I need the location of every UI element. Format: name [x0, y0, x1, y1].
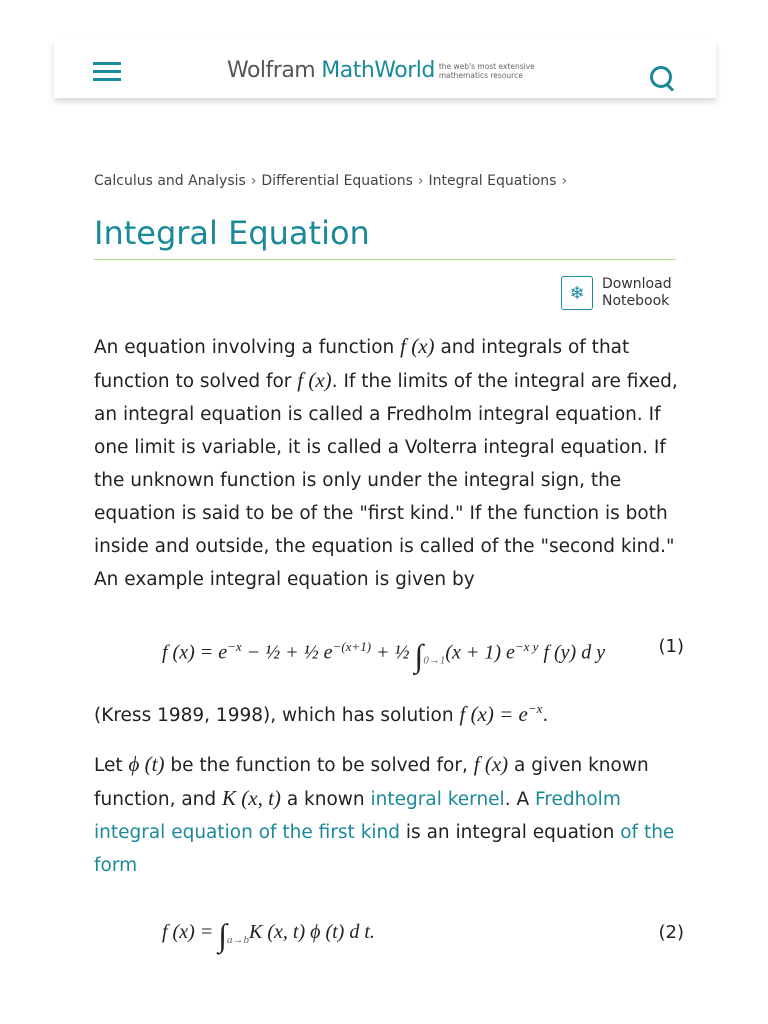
breadcrumb [94, 173, 572, 189]
notebook-icon: ❄ [561, 276, 593, 310]
equation-number: (1) [658, 636, 684, 657]
title-divider [94, 259, 676, 260]
breadcrumb-calculus[interactable]: Calculus and Analysis [94, 173, 246, 189]
equation-1: f $(x) = e^{-x}$ − ½ + ½ $e^{-(x+1)}$ + ½ $\int_{0\to 1}(x + 1)$ $e^{-x y}$ f (y) d y (1) [94, 612, 684, 682]
download-label: Download [602, 276, 672, 292]
tagline: the web's most extensive mathematics resource [438, 61, 535, 80]
notebook-label: Notebook [602, 293, 670, 309]
paragraph-intro: An equation involving a function f (x) and integrals of that function to solved for f (x). If the limits of the integral are fixed, an integral equation is called a Fredholm integral equation. If one limit is variable, it is called a Volterra integral equation. If the unknown function is only under the integral sign, the equation is said to be of the "first kind." If the function is both inside and outside, the equation is called of the "second kind." An example integral equation is given by [94, 334, 678, 590]
breadcrumb-separator: › [417, 173, 424, 189]
logo-wolfram: Wolfram [227, 58, 316, 83]
link-integral-kernel[interactable]: integral kernel [370, 789, 505, 810]
link-of-the-form[interactable]: of the form [94, 822, 675, 876]
logo-mathworld: MathWorld [321, 58, 435, 83]
equation-number: (2) [658, 922, 684, 943]
paragraph-solution: (Kress 1989, 1998), which has solution f $(x) = e^{-x}$. [94, 701, 549, 726]
article-body [94, 330, 684, 978]
equation-2: f $(x) = \int_{a\to b}K$ (x, t) ϕ (t) d t. (2) [162, 917, 684, 953]
download-notebook-button[interactable] [561, 276, 672, 310]
breadcrumb-separator: › [561, 173, 568, 189]
search-icon[interactable] [650, 66, 672, 88]
paragraph-definition: Let ϕ (t) be the function to be solved for, f (x) a given known function, and K (x, t) a known integral kernel. A Fredholm integral equation of the first kind is an integral equation of the form [94, 752, 675, 876]
logo[interactable] [227, 58, 539, 83]
site-header [54, 40, 716, 98]
menu-icon[interactable] [93, 62, 121, 82]
page-title: Integral Equation [94, 214, 370, 252]
breadcrumb-separator: › [250, 173, 257, 189]
breadcrumb-differential[interactable]: Differential Equations [261, 173, 413, 189]
link-fredholm-first-kind[interactable]: Fredholm integral equation of the first kind [94, 789, 621, 843]
breadcrumb-integral[interactable]: Integral Equations [428, 173, 557, 189]
